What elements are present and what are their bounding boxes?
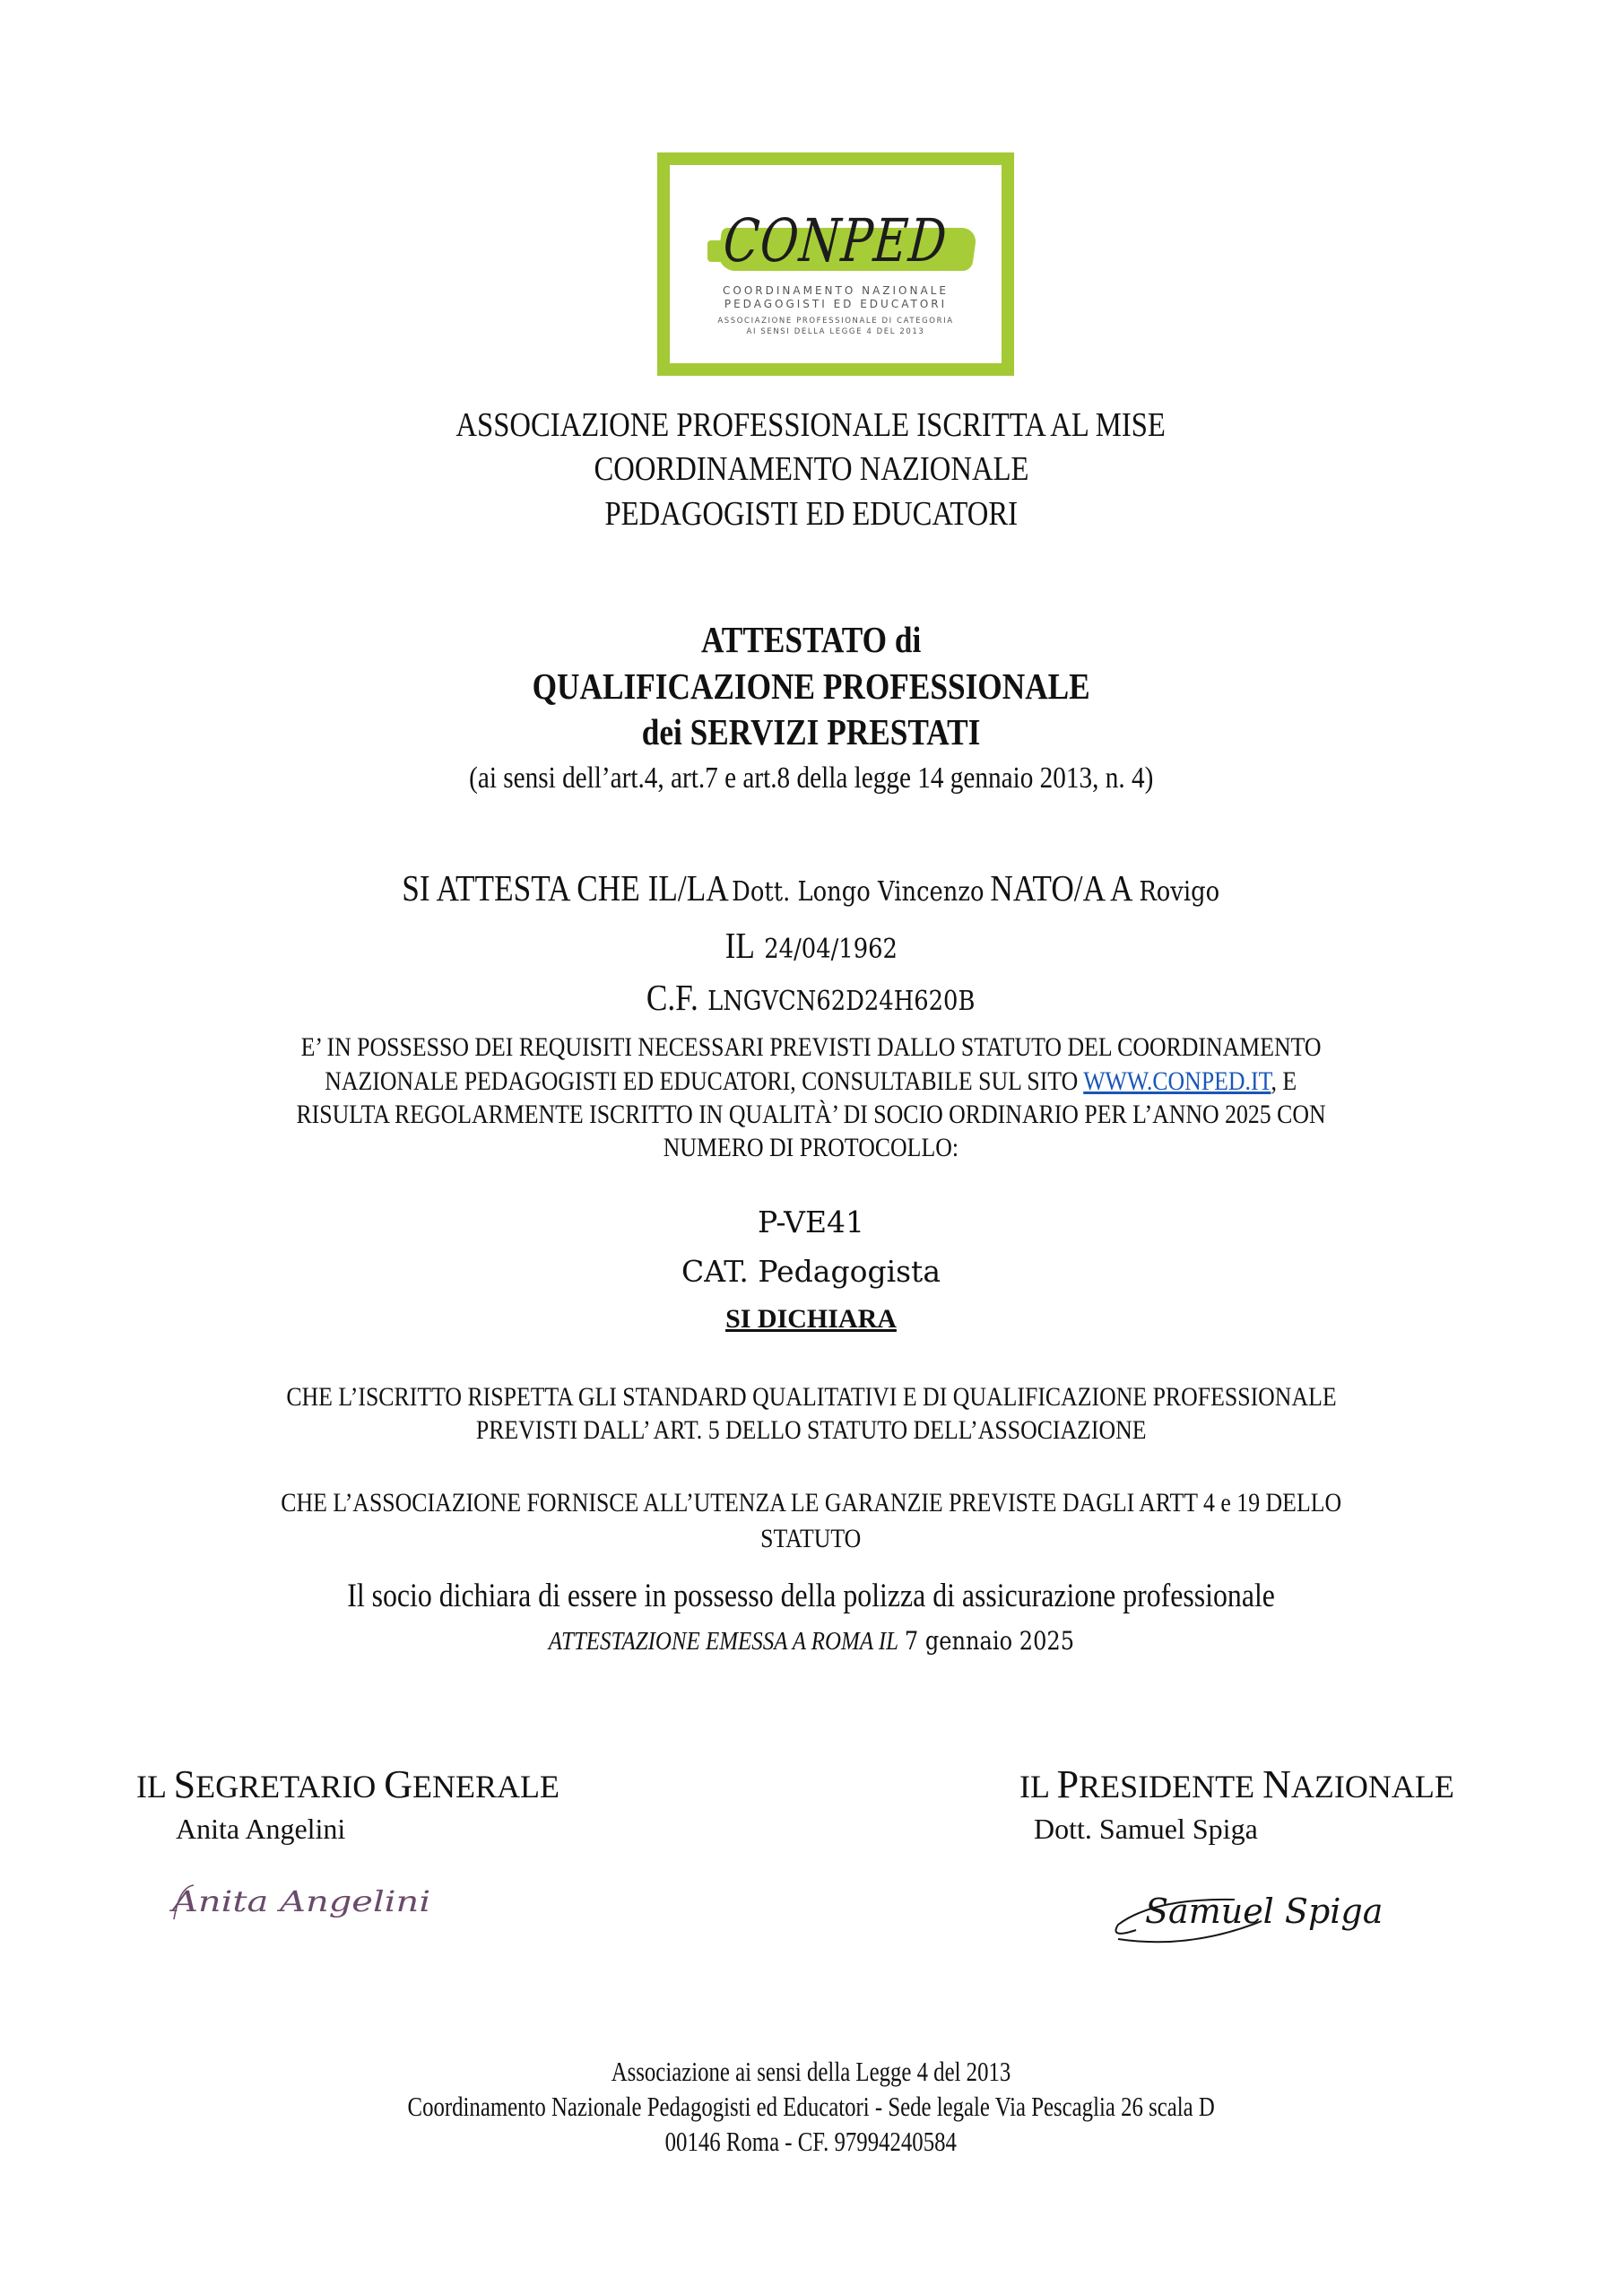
title-word: ENERALE [412,1769,559,1805]
logo-brand-text: CONPED [721,206,950,275]
secretary-signature-text: Anita Angelini [172,1884,431,1919]
logo-subtitle [670,284,1002,311]
declaration-clause-text: PREVISTI DALL’ ART. 5 DELLO STATUTO DELL’ASSOCIAZIONE [475,1415,1147,1445]
birth-date-label: IL [724,925,755,966]
fiscal-code-row [646,976,976,1019]
declaration-heading [0,1304,1622,1335]
document-title-text: dei SERVIZI PRESTATI [641,711,981,752]
title-capital: S [173,1762,196,1806]
document-title-line [0,710,1622,753]
declaration-clause-line [0,1382,1622,1413]
attestation-line [0,866,1622,909]
insurance-statement-text: Il socio dichiara di essere in possesso della polizza di assicurazione professionale [347,1578,1275,1614]
birth-date: 24/04/1962 [763,934,898,965]
logo-subtitle-line: COORDINAMENTO NAZIONALE [723,284,949,297]
title-capital: G [384,1762,413,1806]
body-paragraph-text: E’ IN POSSESSO DEI REQUISITI NECESSARI PREVISTI DALLO STATUTO DEL COORDINAMENTO [300,1032,1322,1062]
title-word: AZIONALE [1290,1769,1454,1805]
body-paragraph-text: NAZIONALE PEDAGOGISTI ED EDUCATORI, CONSULTABILE SUL SITO [325,1066,1084,1096]
header-text: PEDAGOGISTI ED EDUCATORI [604,495,1018,533]
document-title-text: ATTESTATO di [700,619,922,660]
member-name: Dott. Longo Vincenzo [732,876,984,908]
fiscal-code: LNGVCN62D24H620B [707,986,976,1017]
header-text: COORDINAMENTO NAZIONALE [593,450,1029,488]
issue-statement [0,1626,1622,1657]
president-title [1019,1761,1477,1807]
law-reference [0,761,1622,796]
issue-label: ATTESTAZIONE EMESSA A ROMA IL [548,1627,898,1656]
document-title-line [0,618,1622,661]
title-word: EGRETARIO [195,1769,385,1805]
body-paragraph-text: RISULTA REGOLARMENTE ISCRITTO IN QUALITÀ’ DI SOCIO ORDINARIO PER L’ANNO 2025 CON [296,1100,1326,1129]
secretary-title [136,1761,559,1807]
fiscal-code-label: C.F. [646,977,699,1018]
footer-text: Associazione ai sensi della Legge 4 del 2013 [611,2056,1011,2087]
body-paragraph-line [0,1133,1622,1163]
footer-text: 00146 Roma - CF. 97994240584 [664,2126,958,2157]
body-paragraph-text: , E [1271,1066,1297,1096]
signature-block-president [1019,1761,1477,1961]
logo-tagline-line: ASSOCIAZIONE PROFESSIONALE DI CATEGORIA [717,317,954,326]
protocol-number [0,1205,1622,1239]
birth-date-line [0,924,1622,967]
issue-statement-row [548,1626,1073,1657]
header-line [0,449,1622,489]
law-reference-text: (ai sensi dell’art.4, art.7 e art.8 della legge 14 gennaio 2013, n. 4) [468,761,1154,795]
declaration-clause-text: STATUTO [760,1524,862,1553]
body-paragraph-line [0,1100,1622,1130]
declaration-clause-text: CHE L’ASSOCIAZIONE FORNISCE ALL’UTENZA LE GARANZIE PREVISTE DAGLI ARTT 4 e 19 DELLO [281,1488,1341,1518]
title-word: RESIDENTE [1079,1769,1263,1805]
header-line [0,405,1622,445]
logo-subtitle-line: PEDAGOGISTI ED EDUCATORI [724,298,948,310]
birthplace: Rovigo [1139,876,1220,908]
conped-logo [657,152,1014,376]
title-prefix: IL [136,1769,174,1805]
title-capital: P [1056,1762,1080,1806]
header-text: ASSOCIAZIONE PROFESSIONALE ISCRITTA AL MISE [455,406,1167,444]
declaration-clause-line [0,1524,1622,1554]
body-paragraph-line [0,1066,1622,1097]
document-title-line [0,665,1622,708]
body-paragraph-text: NUMERO DI PROTOCOLLO: [663,1133,959,1162]
member-category [0,1254,1622,1289]
secretary-name: Anita Angelini [176,1813,346,1845]
protocol-number-text: P-VE41 [757,1205,865,1239]
attestation-row [403,866,1220,909]
body-paragraph-row [325,1066,1297,1097]
insurance-statement [0,1577,1622,1615]
issue-date: 7 gennaio 2025 [904,1626,1074,1656]
declaration-clause-text: CHE L’ISCRITTO RISPETTA GLI STANDARD QUALITATIVI E DI QUALIFICAZIONE PROFESSIONALE [285,1382,1337,1412]
footer-line [0,2126,1622,2158]
birth-date-row [724,924,897,967]
document-title-text: QUALIFICAZIONE PROFESSIONALE [532,665,1090,707]
declaration-clause-line [0,1415,1622,1446]
body-paragraph-line [0,1032,1622,1063]
attestation-intro: SI ATTESTA CHE IL/LA [402,867,729,909]
secretary-signature [163,1866,540,1937]
logo-tagline-line: AI SENSI DELLA LEGGE 4 DEL 2013 [746,327,925,336]
fiscal-code-line [0,976,1622,1019]
title-capital: N [1262,1762,1291,1806]
footer-line [0,2091,1622,2123]
declaration-clause-line [0,1488,1622,1518]
conped-website-link[interactable]: WWW.CONPED.IT [1083,1066,1271,1096]
logo-tagline [670,316,1002,337]
born-label: NATO/A A [990,867,1133,909]
president-signature [1100,1867,1477,1957]
declaration-heading-text: SI DICHIARA [725,1304,897,1334]
president-name: Dott. Samuel Spiga [1034,1813,1258,1845]
footer-text: Coordinamento Nazionale Pedagogisti ed Educatori - Sede legale Via Pescaglia 26 scala D [407,2091,1215,2122]
title-prefix: IL [1019,1769,1057,1805]
footer-line [0,2056,1622,2088]
header-line [0,494,1622,534]
member-category-text: CAT. Pedagogista [681,1254,941,1289]
signature-block-secretary [136,1761,559,1942]
president-signature-text: Samuel Spiga [1145,1892,1383,1931]
